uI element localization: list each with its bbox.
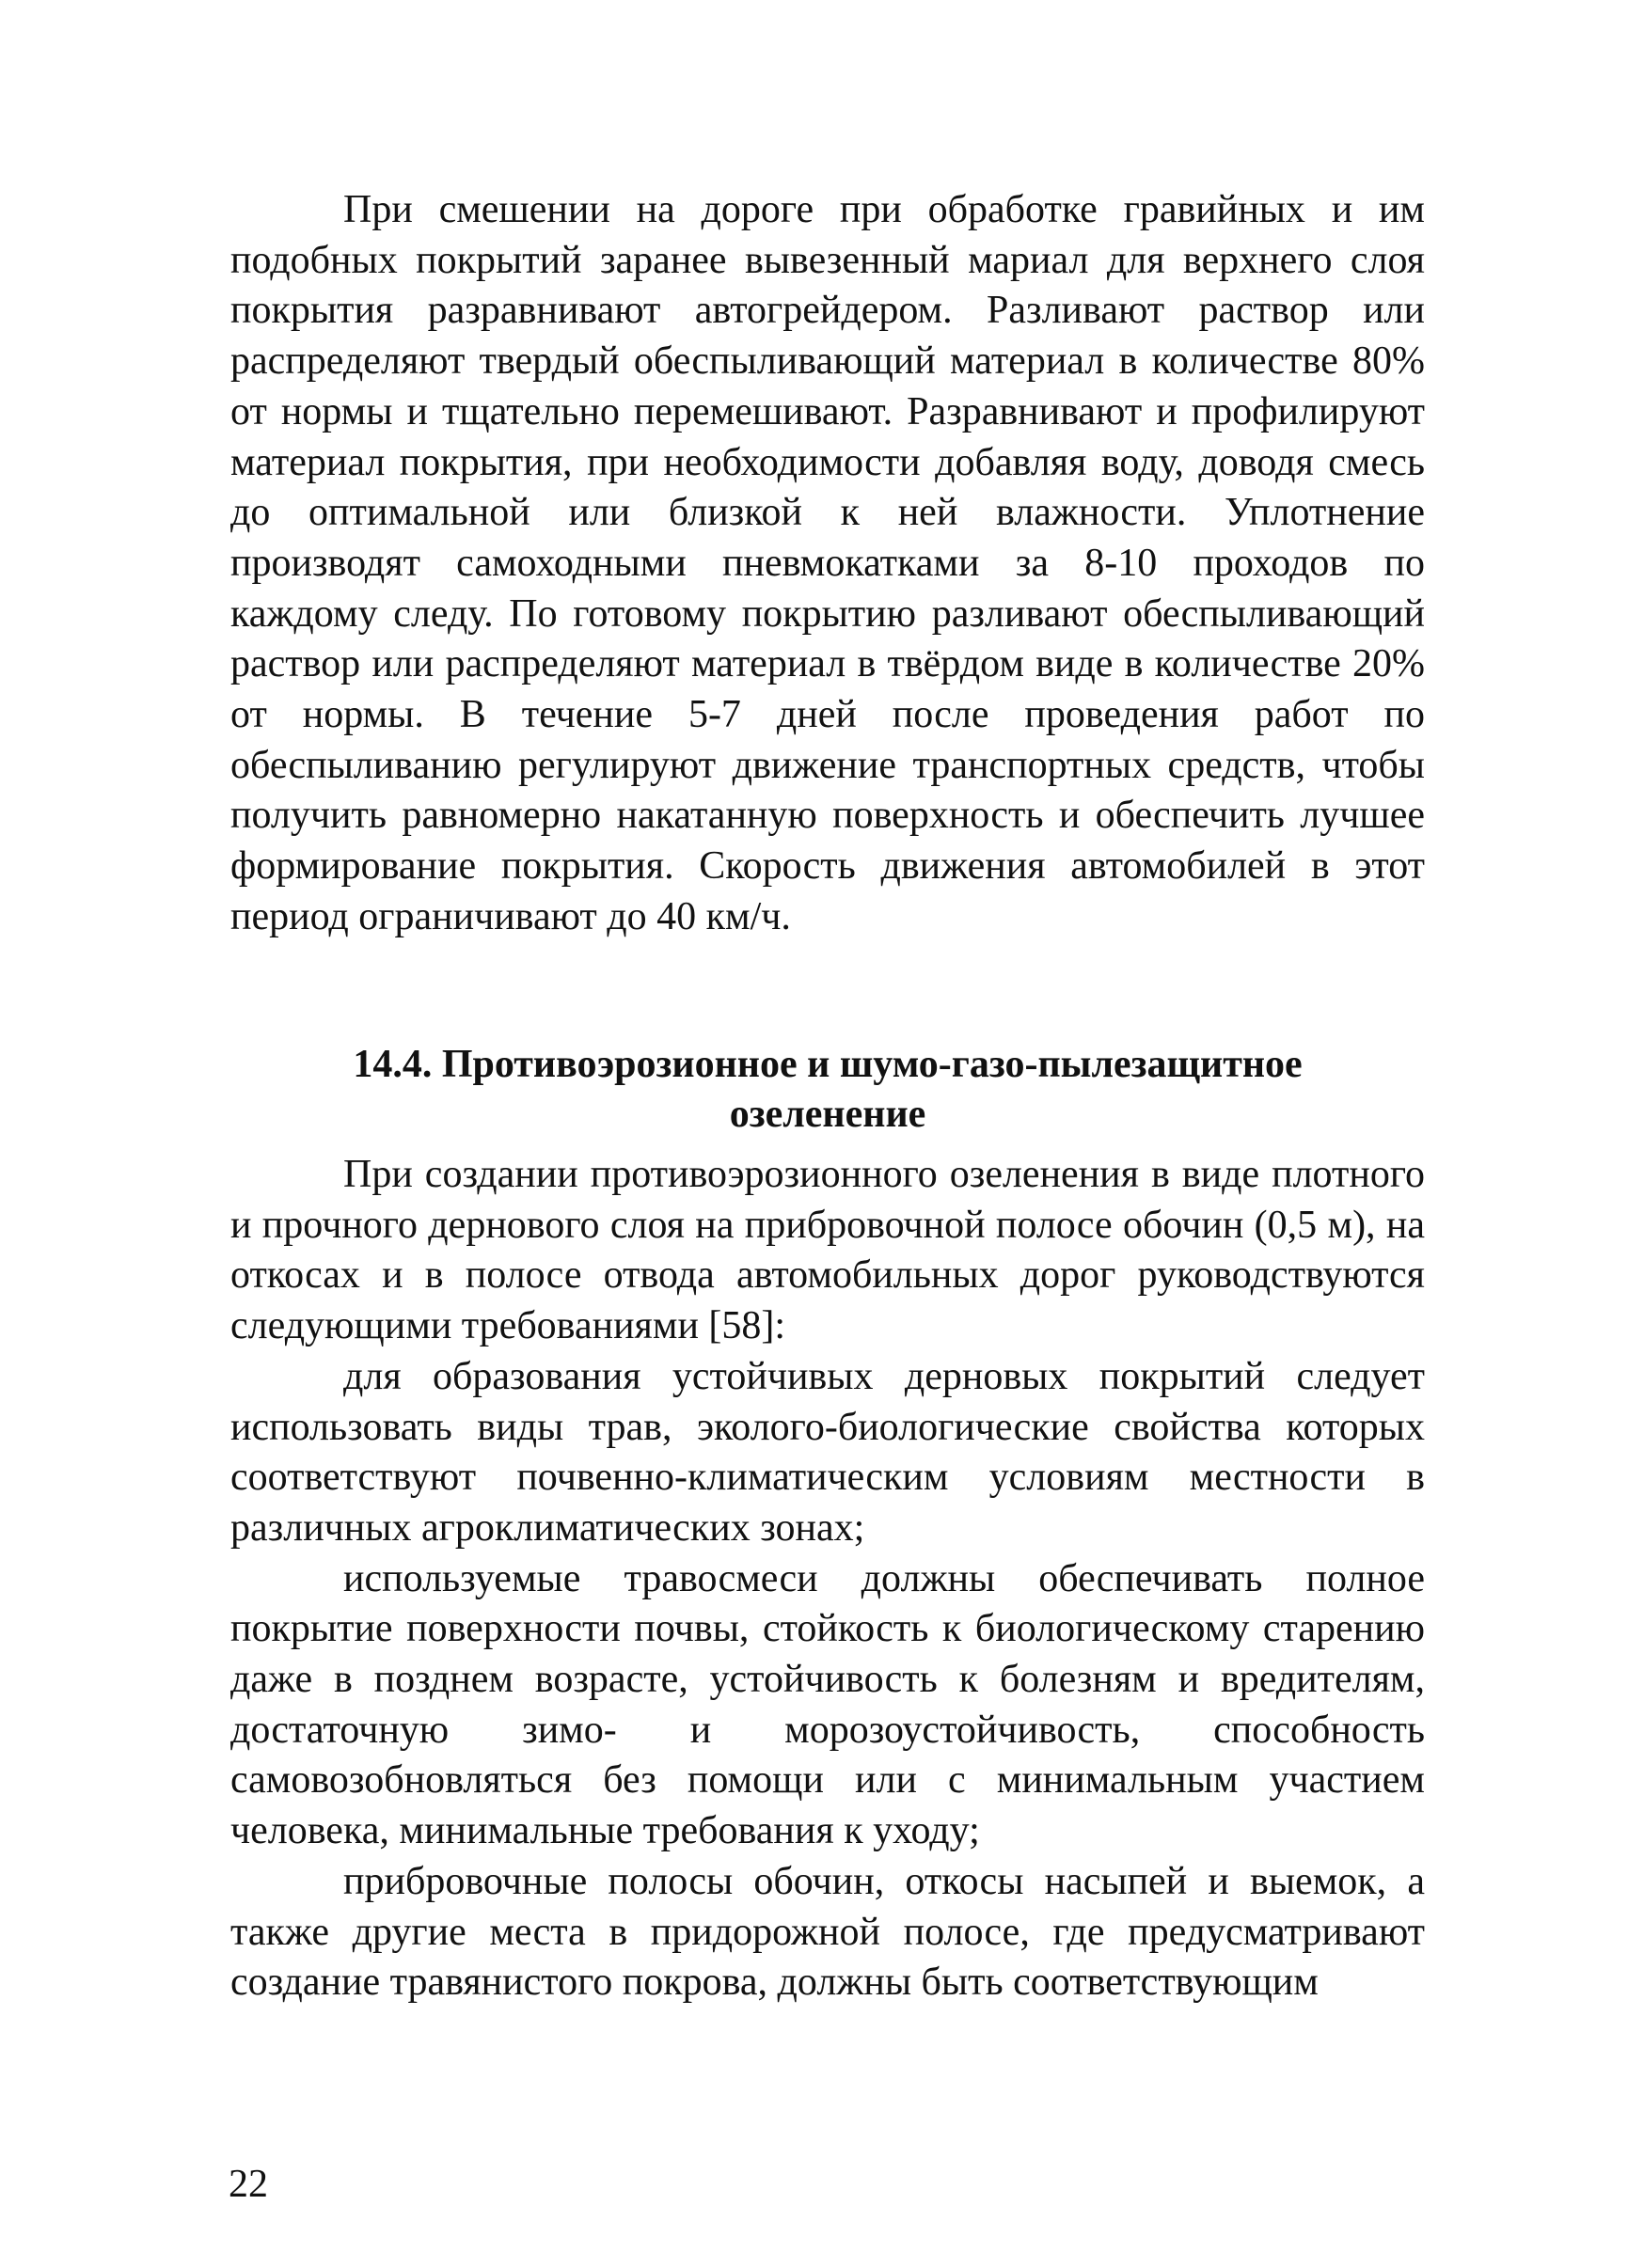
page-number: 22 [229, 2163, 268, 2206]
text-block-bottom [230, 1150, 1425, 2008]
section-heading-line-2: озеленение [729, 1093, 926, 1136]
paragraph-requirement-grass-mixtures: используемые травосмеси должны обеспечивать полное покрытие поверхности почвы, стойкость к биологическому старению даже в позднем возрасте, устойчивость к болезням и вредителям, достаточную зимо- и морозоустойчивость, способность самовозобновляться без помощи или с минимальным участием человека, минимальные требования к уходу; [230, 1556, 1425, 1853]
section-heading [230, 1040, 1425, 1140]
paragraph-erosion-greening: При создании противоэрозионного озеленения в виде плотного и прочного дернового слоя на прибровочной полосе обочин (0,5 м), на откосах и в полосе отвода автомобильных дорог руководствуются следующими требованиями [58]: [230, 1153, 1425, 1348]
paragraph-requirement-roadside-strips: прибровочные полосы обочин, откосы насыпей и выемок, а также другие места в придорожной полосе, где предусматривают создание травянистого покрова, должны быть соответствующим [230, 1859, 1425, 2005]
paragraph-requirement-grass-species: для образования устойчивых дерновых покрытий следует использовать виды трав, эколого-биологические свойства которых соответствуют почвенно-климатическим условиям местности в различных агроклиматических зонах; [230, 1354, 1425, 1550]
text-block-top [230, 185, 1425, 943]
paragraph-road-mixing: При смешении на дороге при обработке гравийных и им подобных покрытий заранее вывезенный мариал для верхнего слоя покрытия разравнивают автогрейдером. Разливают раствор или распределяют твердый обеспыливающий материал в количестве 80% от нормы и тщательно перемешивают. Разравнивают и профилируют материал покрытия, при необходимости добавляя воду, доводя смесь до оптимальной или близкой к ней влажности. Уплотнение производят самоходными пневмокатками за 8-10 проходов по каждому следу. По готовому покрытию разливают обеспыливающий раствор или распределяют материал в твёрдом виде в количестве 20% от нормы. В течение 5-7 дней после проведения работ по обеспыливанию регулируют движение транспортных средств, чтобы получить равномерно накатанную поверхность и обеспечить лучшее формирование покрытия. Скорость движения автомобилей в этот период ограничивают до 40 км/ч. [230, 188, 1425, 938]
section-heading-line-1: 14.4. Противоэрозионное и шумо-газо-пылезащитное [353, 1043, 1303, 1086]
